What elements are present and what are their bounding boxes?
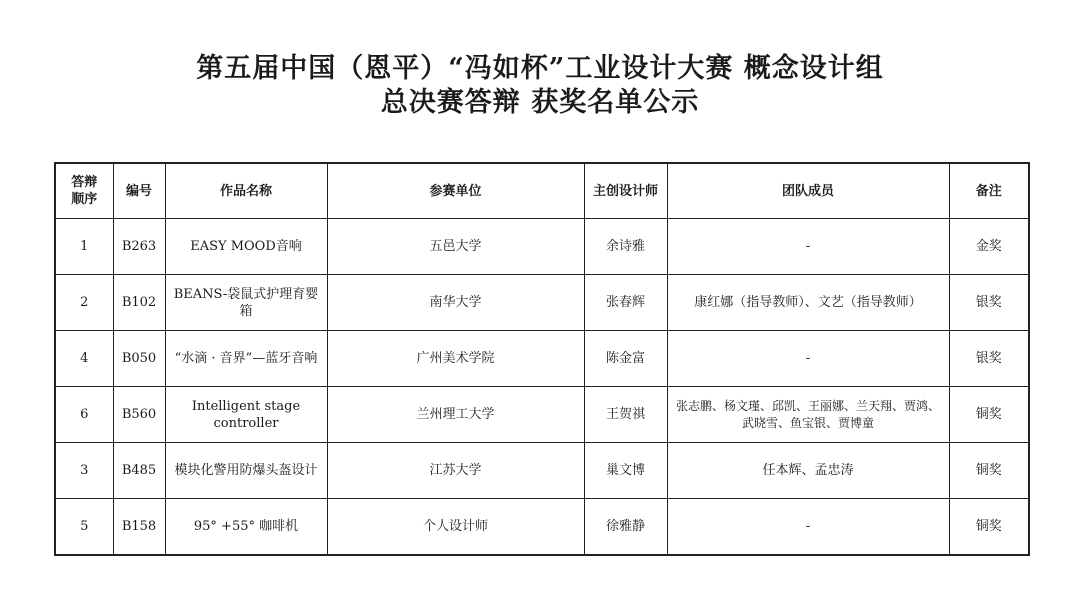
cell-unit: 江苏大学	[327, 443, 584, 499]
cell-order: 3	[55, 443, 113, 499]
cell-work: BEANS-袋鼠式护理育婴箱	[165, 275, 327, 331]
cell-designer: 王贺祺	[584, 387, 667, 443]
cell-order: 5	[55, 499, 113, 555]
cell-team: -	[667, 219, 949, 275]
header-code: 编号	[113, 163, 165, 219]
table-row	[55, 275, 1029, 331]
header-unit: 参赛单位	[327, 163, 584, 219]
award-table	[54, 162, 1030, 556]
cell-team: -	[667, 499, 949, 555]
cell-code: B158	[113, 499, 165, 555]
table-row	[55, 443, 1029, 499]
cell-unit: 兰州理工大学	[327, 387, 584, 443]
header-designer: 主创设计师	[584, 163, 667, 219]
header-order: 答辩顺序	[55, 163, 113, 219]
table-row	[55, 387, 1029, 443]
cell-team: 张志鹏、杨文瑾、邱凯、王丽娜、兰天翔、贾鸿、武晓雪、鱼宝银、贾博童	[667, 387, 949, 443]
cell-note: 铜奖	[949, 443, 1029, 499]
cell-designer: 张春辉	[584, 275, 667, 331]
cell-designer: 巢文博	[584, 443, 667, 499]
cell-unit: 五邑大学	[327, 219, 584, 275]
table-row	[55, 499, 1029, 555]
cell-order: 1	[55, 219, 113, 275]
page-title	[0, 52, 1080, 120]
cell-note: 铜奖	[949, 499, 1029, 555]
cell-unit: 广州美术学院	[327, 331, 584, 387]
cell-code: B485	[113, 443, 165, 499]
header-work: 作品名称	[165, 163, 327, 219]
cell-team: 康红娜（指导教师）、文艺（指导教师）	[667, 275, 949, 331]
table-row	[55, 331, 1029, 387]
cell-code: B102	[113, 275, 165, 331]
cell-note: 金奖	[949, 219, 1029, 275]
title-line-2: 总决赛答辩 获奖名单公示	[380, 87, 700, 118]
cell-code: B560	[113, 387, 165, 443]
cell-note: 银奖	[949, 331, 1029, 387]
cell-work: EASY MOOD音响	[165, 219, 327, 275]
cell-team: -	[667, 331, 949, 387]
cell-designer: 余诗雅	[584, 219, 667, 275]
cell-code: B263	[113, 219, 165, 275]
cell-note: 铜奖	[949, 387, 1029, 443]
cell-unit: 个人设计师	[327, 499, 584, 555]
cell-designer: 徐雅静	[584, 499, 667, 555]
cell-team: 任本辉、孟忠涛	[667, 443, 949, 499]
title-line-1: 第五届中国（恩平）“冯如杯”工业设计大赛 概念设计组	[196, 53, 884, 84]
cell-work: “水滴 · 音界”—蓝牙音响	[165, 331, 327, 387]
cell-order: 4	[55, 331, 113, 387]
cell-work: Intelligent stage controller	[165, 387, 327, 443]
header-team: 团队成员	[667, 163, 949, 219]
cell-work: 模块化警用防爆头盔设计	[165, 443, 327, 499]
cell-designer: 陈金富	[584, 331, 667, 387]
header-note: 备注	[949, 163, 1029, 219]
cell-work: 95° +55° 咖啡机	[165, 499, 327, 555]
cell-code: B050	[113, 331, 165, 387]
cell-order: 6	[55, 387, 113, 443]
cell-note: 银奖	[949, 275, 1029, 331]
table-row	[55, 219, 1029, 275]
table-header-row	[55, 163, 1029, 219]
cell-order: 2	[55, 275, 113, 331]
cell-unit: 南华大学	[327, 275, 584, 331]
